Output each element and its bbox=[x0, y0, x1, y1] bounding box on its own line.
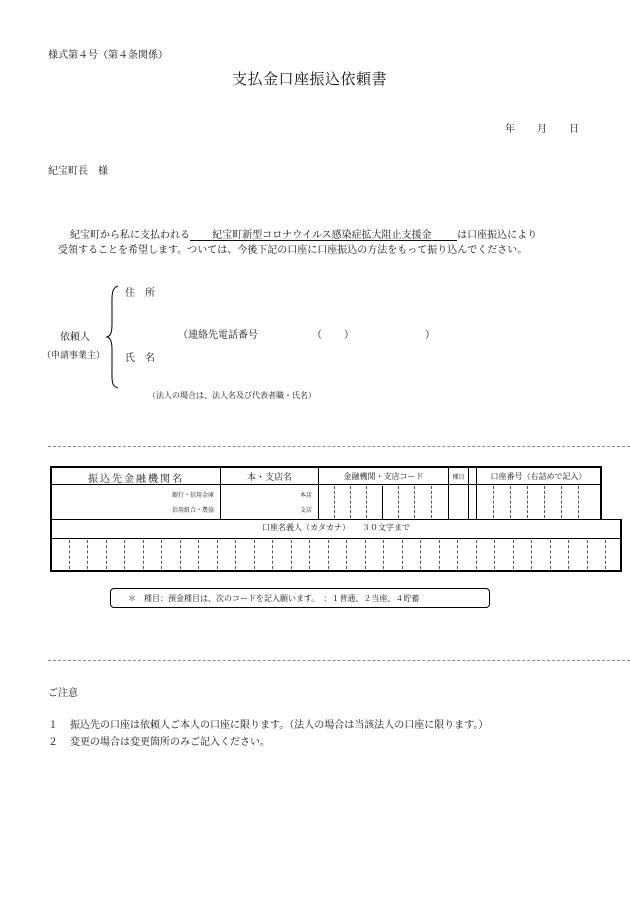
phone-paren-close: ） bbox=[344, 330, 354, 341]
branch-head-office: 本店 bbox=[300, 492, 313, 499]
body-line-1-prefix: 紀宝町から私に支払われる bbox=[70, 230, 190, 241]
form-number: 様式第４号（第４条関係） bbox=[48, 50, 168, 61]
notes-heading: ご注意 bbox=[48, 688, 78, 699]
addressee: 紀宝町長 様 bbox=[48, 166, 108, 177]
document-title: 支払金口座振込依頼書 bbox=[232, 70, 388, 88]
phone-label: （連絡先電話番号 bbox=[178, 330, 258, 341]
type-note: ＊ 種目：預金種目は、次のコードを記入願います。 ：１普通、２当座、４貯蓄 bbox=[128, 594, 420, 603]
header-type: 種目 bbox=[452, 474, 465, 481]
requester-label: 依頼人 bbox=[60, 332, 90, 343]
divider-bottom bbox=[48, 660, 630, 661]
header-bank-name: 振込先金融機関名 bbox=[88, 474, 184, 485]
bank-types-2: 信用組合・農協 bbox=[172, 507, 215, 514]
date-day: 日 bbox=[569, 124, 579, 135]
name-label: 氏 名 bbox=[125, 353, 155, 364]
address-label: 住 所 bbox=[125, 288, 155, 299]
header-branch-name: 本・支店名 bbox=[246, 473, 292, 483]
note-item-2-number: ２ bbox=[48, 737, 58, 748]
note-item-1-number: １ bbox=[48, 720, 58, 731]
note-item-2-text: 変更の場合は変更箇所のみご記入ください。 bbox=[70, 737, 270, 748]
phone-close: ） bbox=[425, 330, 435, 341]
requester-sub-label: （申請事業主） bbox=[42, 351, 106, 361]
curly-brace bbox=[106, 284, 120, 390]
corporate-note: （法人の場合は、法人名及び代表者職・氏名） bbox=[148, 391, 316, 400]
payment-name: 紀宝町新型コロナウイルス感染症拡大阻止支援金 bbox=[212, 230, 432, 241]
header-code: 金融機関・支店コード bbox=[343, 472, 424, 481]
header-account-number: 口座番号（右詰めで記入） bbox=[490, 472, 587, 481]
divider-top bbox=[48, 446, 630, 447]
date-year: 年 bbox=[505, 124, 515, 135]
account-holder-label: 口座名義人（カタカナ） ３０文字まで bbox=[262, 523, 410, 532]
date-month: 月 bbox=[537, 124, 547, 135]
body-line-1-suffix: は口座振込により bbox=[457, 230, 538, 241]
note-item-1-text: 振込先の口座は依頼人ご本人の口座に限ります。（法人の場合は当該法人の口座に限ります。） bbox=[70, 720, 489, 731]
bank-types-1: 銀行・信用金庫 bbox=[172, 492, 215, 499]
body-line-2: 受領することを希望します。ついては、今後下記の口座に口座振込の方法をもって振り込んでください。 bbox=[58, 245, 528, 256]
branch-sub-office: 支店 bbox=[300, 507, 313, 514]
phone-paren-open: （ bbox=[312, 330, 322, 341]
body-line-1 bbox=[70, 226, 537, 241]
